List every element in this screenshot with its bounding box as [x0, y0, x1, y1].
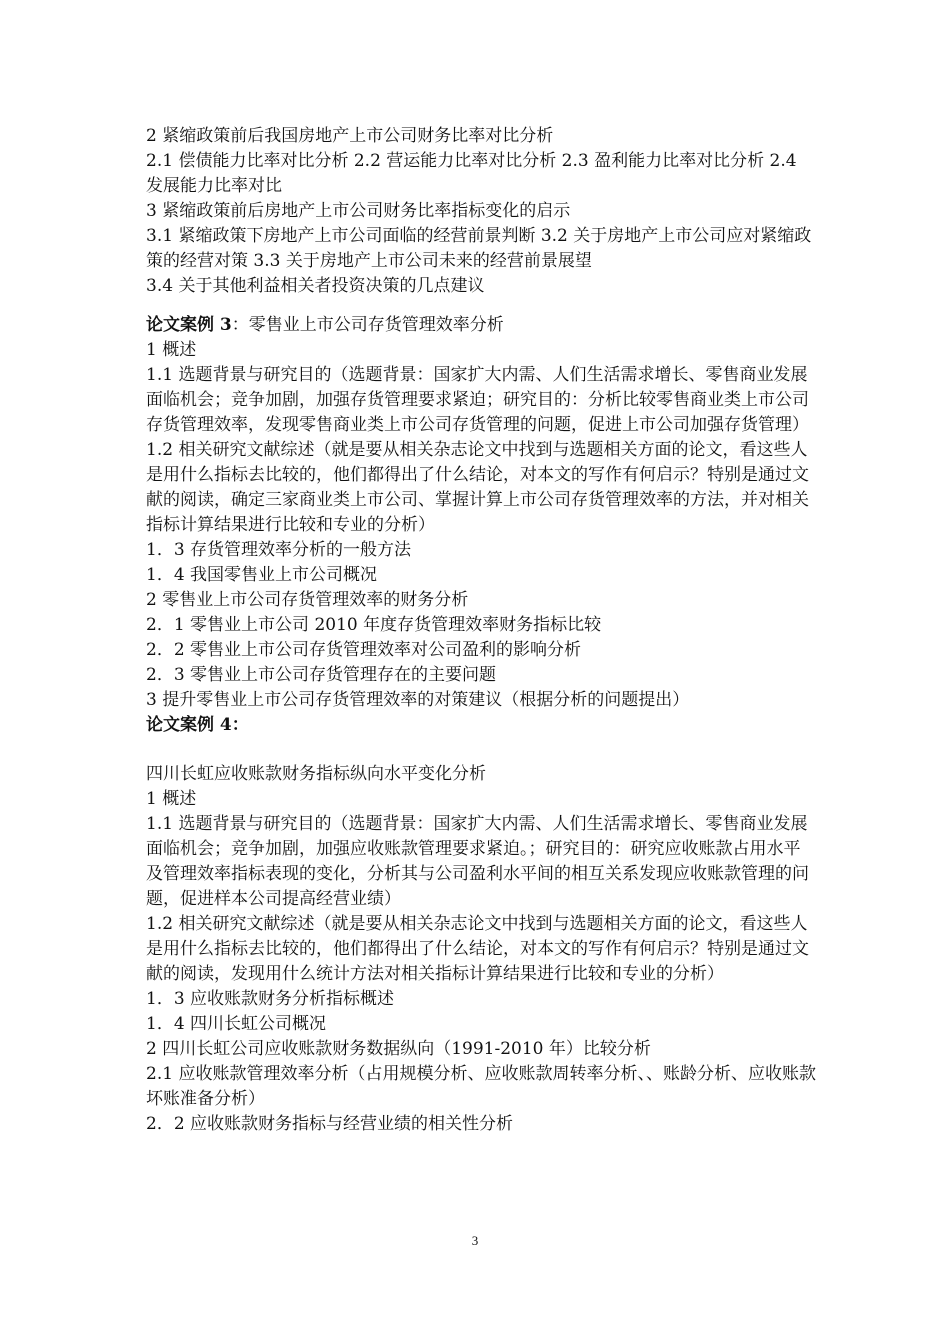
case-3-line: 2．3 零售业上市公司存货管理存在的主要问题	[146, 665, 497, 685]
spacer	[146, 738, 816, 762]
case-3-line: 3 提升零售业上市公司存货管理效率的对策建议（根据分析的问题提出）	[146, 690, 690, 710]
case-3-line: 1．3 存货管理效率分析的一般方法	[146, 540, 412, 560]
case-3-heading	[146, 313, 816, 338]
case-4-line: 1.1 选题背景与研究目的（选题背景：国家扩大内需、人们生活需求增长、零售商业发展面临机会；竞争加剧，加强应收账款管理要求紧迫。；研究目的：研究应收账款占用水平及管理效率指标表现的变化，分析其与公司盈利水平间的相互关系发现应收账款管理的问题，促进样本公司提高经营业绩）	[146, 814, 809, 909]
case-4-line: 1.2 相关研究文献综述（就是要从相关杂志论文中找到与选题相关方面的论文，看这些人是用什么指标去比较的，他们都得出了什么结论，对本文的写作有何启示？特别是通过文献的阅读，发现用什么统计方法对相关指标计算结果进行比较和专业的分析）	[146, 914, 809, 984]
case-4-line: 1．3 应收账款财务分析指标概述	[146, 989, 395, 1009]
page-number: 3	[471, 1233, 479, 1248]
case-3-label: 论文案例 3	[146, 315, 232, 335]
document-body	[146, 124, 816, 1137]
case-4-line: 2.1 应收账款管理效率分析（占用规模分析、应收账款周转率分析、、账龄分析、应收账款坏账准备分析）	[146, 1064, 816, 1109]
case-4-line: 2．2 应收账款财务指标与经营业绩的相关性分析	[146, 1114, 514, 1134]
section-3-4: 3.4 关于其他利益相关者投资决策的几点建议	[146, 276, 485, 296]
case-4-title: 四川长虹应收账款财务指标纵向水平变化分析	[146, 764, 486, 784]
case-3-title: ：零售业上市公司存货管理效率分析	[231, 315, 504, 335]
case-3-line: 1.1 选题背景与研究目的（选题背景：国家扩大内需、人们生活需求增长、零售商业发展面临机会；竞争加剧，加强存货管理要求紧迫；研究目的：分析比较零售商业类上市公司存货管理效率，发现零售商业类上市公司存货管理的问题，促进上市公司加强存货管理）	[146, 365, 809, 435]
case-3-line: 1 概述	[146, 340, 197, 360]
section-2-subitems: 2.1 偿债能力比率对比分析 2.2 营运能力比率对比分析 2.3 盈利能力比率对比分析 2.4 发展能力比率对比	[146, 151, 797, 196]
case-3-line: 1.2 相关研究文献综述（就是要从相关杂志论文中找到与选题相关方面的论文，看这些人是用什么指标去比较的，他们都得出了什么结论，对本文的写作有何启示？特别是通过文献的阅读，确定三家商业类上市公司、掌握计算上市公司存货管理效率的方法，并对相关指标计算结果进行比较和专业的分析）	[146, 440, 809, 535]
case-4-line: 1．4 四川长虹公司概况	[146, 1014, 327, 1034]
case-3-line: 2．2 零售业上市公司存货管理效率对公司盈利的影响分析	[146, 640, 582, 660]
case-3-line: 1．4 我国零售业上市公司概况	[146, 565, 378, 585]
case-3-line: 2．1 零售业上市公司 2010 年度存货管理效率财务指标比较	[146, 615, 602, 635]
heading-3: 3 紧缩政策前后房地产上市公司财务比率指标变化的启示	[146, 201, 571, 221]
case-4-line: 2 四川长虹公司应收账款财务数据纵向（1991-2010 年）比较分析	[146, 1039, 651, 1059]
section-3-subitems: 3.1 紧缩政策下房地产上市公司面临的经营前景判断 3.2 关于房地产上市公司应对紧缩政策的经营对策 3.3 关于房地产上市公司未来的经营前景展望	[146, 226, 812, 271]
case-4-label: 论文案例 4：	[146, 715, 249, 735]
heading-2: 2 紧缩政策前后我国房地产上市公司财务比率对比分析	[146, 126, 554, 146]
spacer	[146, 299, 816, 313]
case-4-line: 1 概述	[146, 789, 197, 809]
case-3-line: 2 零售业上市公司存货管理效率的财务分析	[146, 590, 469, 610]
